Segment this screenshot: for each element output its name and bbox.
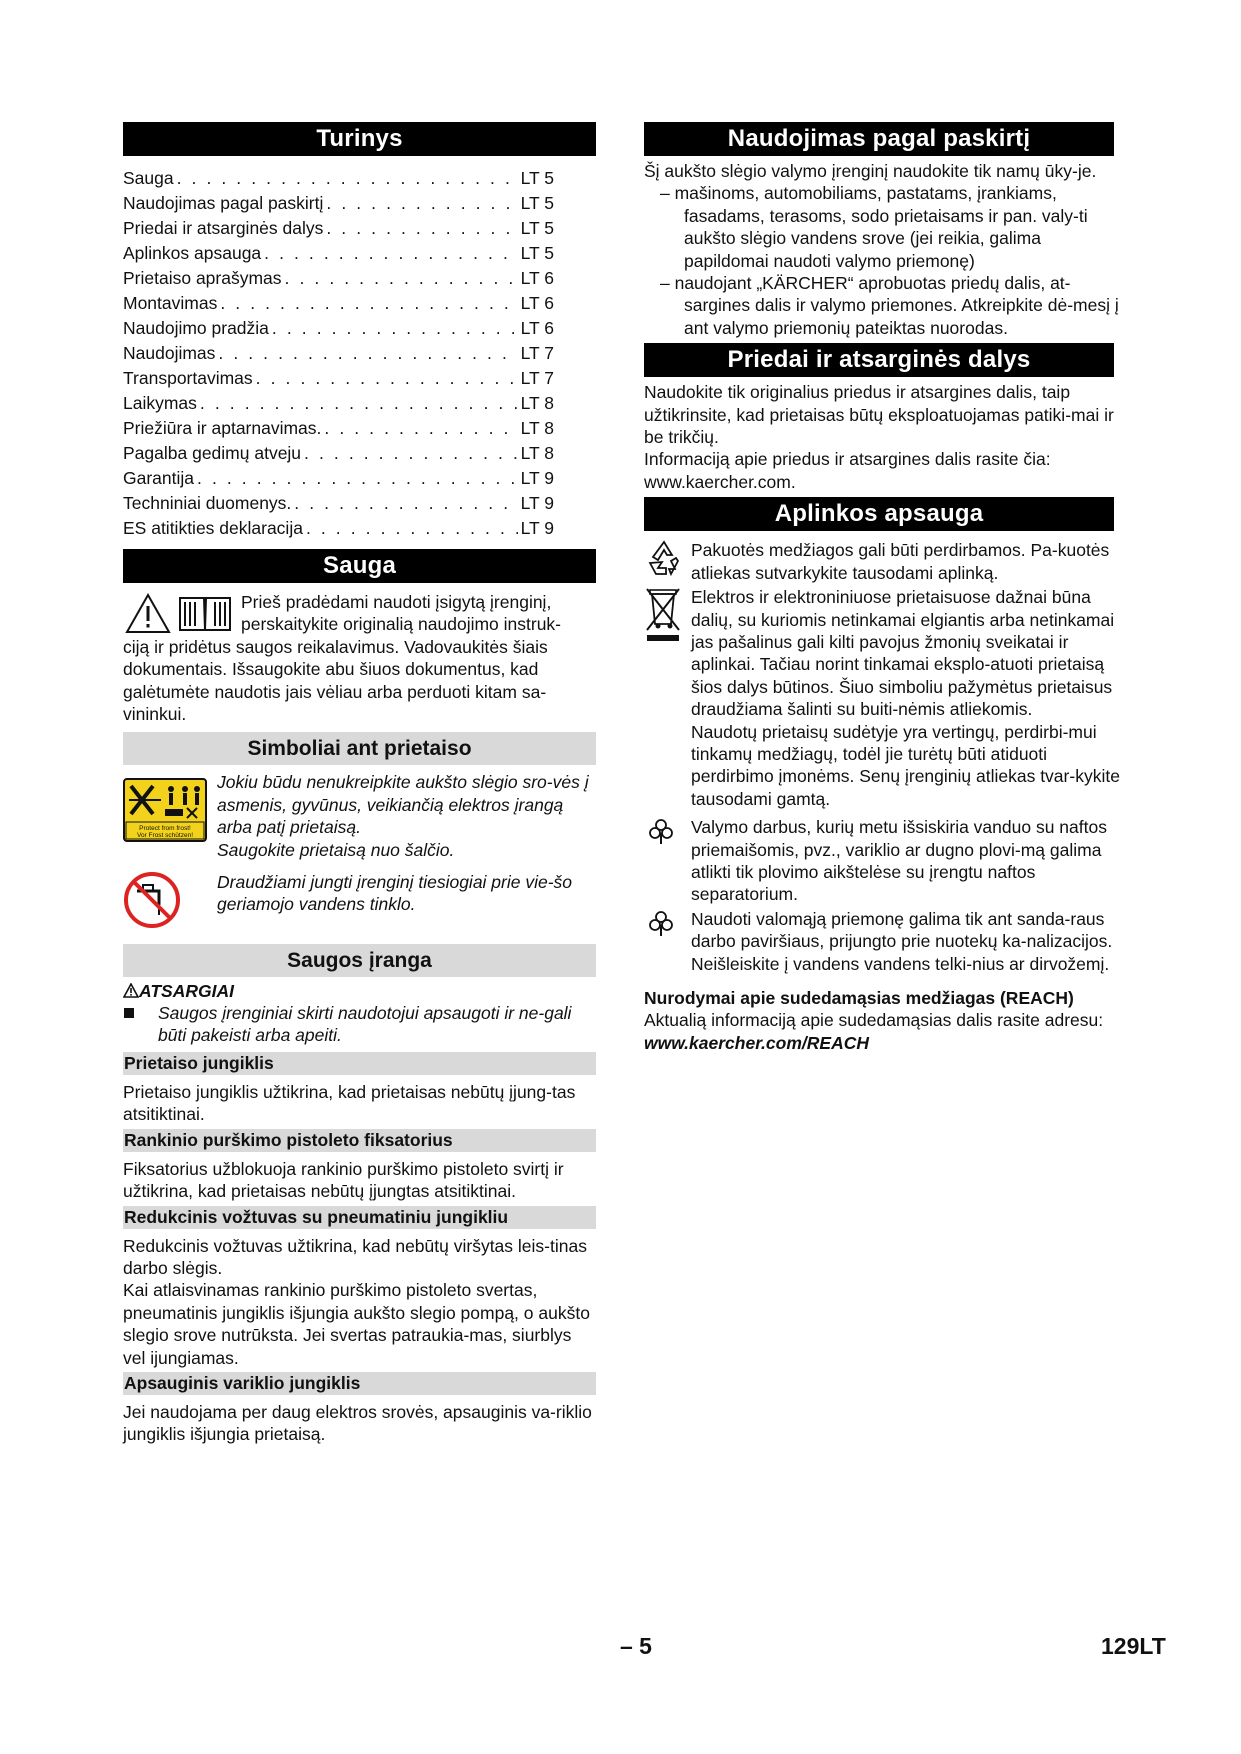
toc-entry[interactable]: Naudojimas . . . LT 7: [123, 341, 554, 366]
oil-text: Valymo darbus, kurių metu išsiskiria vanduo su naftos priemaišomis, pvz., variklio ar dugno plovi-mą galima atlikti tik plovimo aikštelėse su įrengtu naftos separatorium.: [691, 817, 1107, 905]
manual-book-icon: [177, 593, 233, 633]
subsection-text-2: Kai atlaisvinamas rankinio purškimo pistoleto svertas, pneumatinis jungiklis išjungia aukšto slegio pompą, o aukšto slegio srove nutrūksta. Jei svertas patraukia-mas, siurblys vel ijungiamas.: [123, 1280, 590, 1368]
crossed-bin-icon: [644, 586, 682, 644]
toc-entry[interactable]: Naudojimas pagal paskirtį . . . LT 5: [123, 191, 554, 216]
bullet-square: [124, 1008, 134, 1018]
caution-label: ATSARGIAI: [139, 981, 234, 1002]
safety-icons: [123, 590, 233, 634]
caution-icon: [123, 983, 139, 998]
accessories-title: Priedai ir atsarginės dalys: [644, 343, 1114, 377]
frost-label-2: Vor Frost schützen!: [137, 832, 193, 840]
no-spray-people-icon: [123, 778, 207, 842]
toc-entry[interactable]: Naudojimo pradžia . . . LT 6: [123, 316, 554, 341]
toc-entry[interactable]: Priedai ir atsarginės dalys . . . LT 5: [123, 216, 554, 241]
caution-text: Saugos įrenginiai skirti naudotojui apsaugoti ir ne-gali būti pakeisti arba apeiti.: [158, 1003, 572, 1046]
subsection-title: Rankinio purškimo pistoleto fiksatorius: [123, 1129, 596, 1152]
recycle-row: [644, 539, 1122, 584]
weee-text: Elektros ir elektroniniuose prietaisuose dažnai būna dalių, su kuriomis netinkamai elgiantis arba netinkamai jas pašalinus gali kilti pavojus žmonių sveikatai ir aplinkai. Tačiau norint tinkamai eksplo-atuoti prietaisą šios dalys būtinos. Šiuo simboliu pažymėtus prietaisus draudžiama šalinti su buiti-nėmis atliekomis.: [691, 587, 1115, 720]
safety-intro: [123, 590, 596, 725]
caution-heading: [123, 981, 596, 1002]
environment-hint-icon: [646, 908, 676, 938]
left-column: [123, 122, 596, 1446]
subsection-text: Redukcinis vožtuvas užtikrina, kad nebūtų viršytas leis-tinas darbo slėgis.: [123, 1235, 587, 1278]
reach-title: Nurodymai apie sudedamąsias medžiagas (REACH): [644, 988, 1074, 1008]
symbol1-text: Jokiu būdu nenukreipkite aukšto slėgio sro-vės į asmenis, gyvūnus, veikiančią elektros įrangą arba patį prietaisą.: [217, 772, 589, 838]
symbol-row-no-drinking: [123, 871, 596, 934]
accessories-text-2: Informaciją apie priedus ir atsargines dalis rasite čia: www.kaercher.com.: [644, 449, 1051, 492]
subsection-text: Jei naudojama per daug elektros srovės, apsauginis va-riklio jungiklis išjungia prietaisą.: [123, 1401, 592, 1445]
no-drinking-water-icon: [123, 871, 181, 929]
recycle-text: Pakuotės medžiagos gali būti perdirbamos. Pa-kuotės atliekas sutvarkykite tausodami aplinką.: [691, 540, 1110, 583]
toc-entry[interactable]: Priežiūra ir aptarnavimas. . . . LT 8: [123, 416, 554, 441]
toc-entry[interactable]: Techniniai duomenys. . . . LT 9: [123, 491, 554, 516]
detergent-text: Naudoti valomąją priemonę galima tik ant sanda-raus darbo paviršiaus, prijungto prie nuotekų ka-nalizacijos. Neišleiskite į vandens vandens telki-nius ar dirvožemį.: [691, 908, 1113, 974]
symbol2-text: Draudžiami jungti įrenginį tiesiogiai prie vie-šo geriamojo vandens tinklo.: [217, 872, 573, 915]
equipment-title: Saugos įranga: [123, 944, 596, 977]
subsection-title: Prietaiso jungiklis: [123, 1052, 596, 1075]
toc-entry[interactable]: Transportavimas . . . LT 7: [123, 366, 554, 391]
safety-intro-rest: ciją ir pridėtus saugos reikalavimus. Vadovaukitės šiais dokumentais. Išsaugokite abu šiuos dokumentus, kad galėtumėte naudotis jais vėliau arba perduoti kitam sa-vininkui.: [123, 636, 548, 725]
toc-title: Turinys: [123, 122, 596, 156]
caution-item: [123, 1002, 596, 1047]
subsection-title: Apsauginis variklio jungiklis: [123, 1372, 596, 1395]
toc-entry[interactable]: Sauga . . . LT 5: [123, 166, 554, 191]
toc-entry[interactable]: Prietaiso aprašymas . . . LT 6: [123, 266, 554, 291]
subsection-title: Redukcinis vožtuvas su pneumatiniu jungikliu: [123, 1206, 596, 1229]
right-column: [644, 122, 1122, 1054]
safety-title: Sauga: [123, 549, 596, 583]
weee-row: [644, 586, 1122, 810]
intended-use-intro: Šį aukšto slėgio valymo įrenginį naudokite tik namų ūky-je.: [644, 161, 1097, 181]
warning-icon: [125, 592, 171, 634]
accessories-text-1: Naudokite tik originalius priedus ir atsargines dalis, taip užtikrinsite, kad prietaisas būtų eksploatuojamas patiki-mai ir be trikčių.: [644, 382, 1114, 448]
symbol1-frost: Saugokite prietaisą nuo šalčio.: [217, 839, 455, 860]
intended-use-item: – mašinoms, automobiliams, pastatams, įrankiams, fasadams, terasoms, sodo prietaisams ir pan. valy-ti aukšto slėgio vandens srove (jei reikia, galima papildomai naudoti valymo priemonę): [660, 183, 1088, 271]
symbol-row-spray: [123, 771, 596, 861]
toc-entry[interactable]: Montavimas . . . LT 6: [123, 291, 554, 316]
detergent-row: [644, 908, 1122, 975]
safety-intro-second: perskaitykite originalią naudojimo instruk-: [241, 614, 562, 635]
spray-warning-label: [123, 771, 217, 861]
subsection-text: Fiksatorius užblokuoja rankinio purškimo pistoleto svirtį ir užtikrina, kad prietaisas nebūtų įjungtas atsitiktinai.: [123, 1158, 564, 1202]
no-drinking-water-label: [123, 871, 217, 934]
oil-row: [644, 816, 1122, 906]
environment-title: Aplinkos apsauga: [644, 497, 1114, 531]
toc-list: [123, 166, 596, 541]
toc-entry[interactable]: Laikymas . . . LT 8: [123, 391, 554, 416]
toc-entry[interactable]: ES atitikties deklaracija . . . LT 9: [123, 516, 554, 541]
toc-entry[interactable]: Garantija . . . LT 9: [123, 466, 554, 491]
weee-text-2: Naudotų prietaisų sudėtyje yra vertingų, perdirbi-mui tinkamų medžiagų, todėl jie turėtų būti atiduoti perdirbimo įmonėms. Senų įrenginių atliekas tvar-kykite tausodami gamtą.: [691, 721, 1120, 809]
toc-entry[interactable]: Aplinkos apsauga . . . LT 5: [123, 241, 554, 266]
frost-label-1: Protect from frost!: [139, 825, 191, 833]
reach-link[interactable]: www.kaercher.com/REACH: [644, 1032, 869, 1053]
safety-intro-first: Prieš pradėdami naudoti įsigytą įrenginį,: [241, 592, 552, 612]
toc-entry[interactable]: Pagalba gedimų atveju . . . LT 8: [123, 441, 554, 466]
document-code: 129LT: [1101, 1633, 1166, 1659]
environment-hint-icon: [646, 816, 676, 846]
intended-use-title: Naudojimas pagal paskirtį: [644, 122, 1114, 156]
intended-use-item: – naudojant „KÄRCHER“ aprobuotas priedų dalis, at-sargines dalis ir valymo priemones. Atkreipkite dė-mesį į ant valymo priemonių pateiktas nuorodas.: [660, 273, 1119, 338]
subsection-text: Prietaiso jungiklis užtikrina, kad prietaisas nebūtų įjung-tas atsitiktinai.: [123, 1081, 576, 1125]
page-number: – 5: [620, 1633, 652, 1659]
recycle-icon: [644, 539, 684, 577]
reach-text: Aktualią informaciją apie sudedamąsias dalis rasite adresu:: [644, 1010, 1104, 1031]
symbols-title: Simboliai ant prietaiso: [123, 732, 596, 765]
